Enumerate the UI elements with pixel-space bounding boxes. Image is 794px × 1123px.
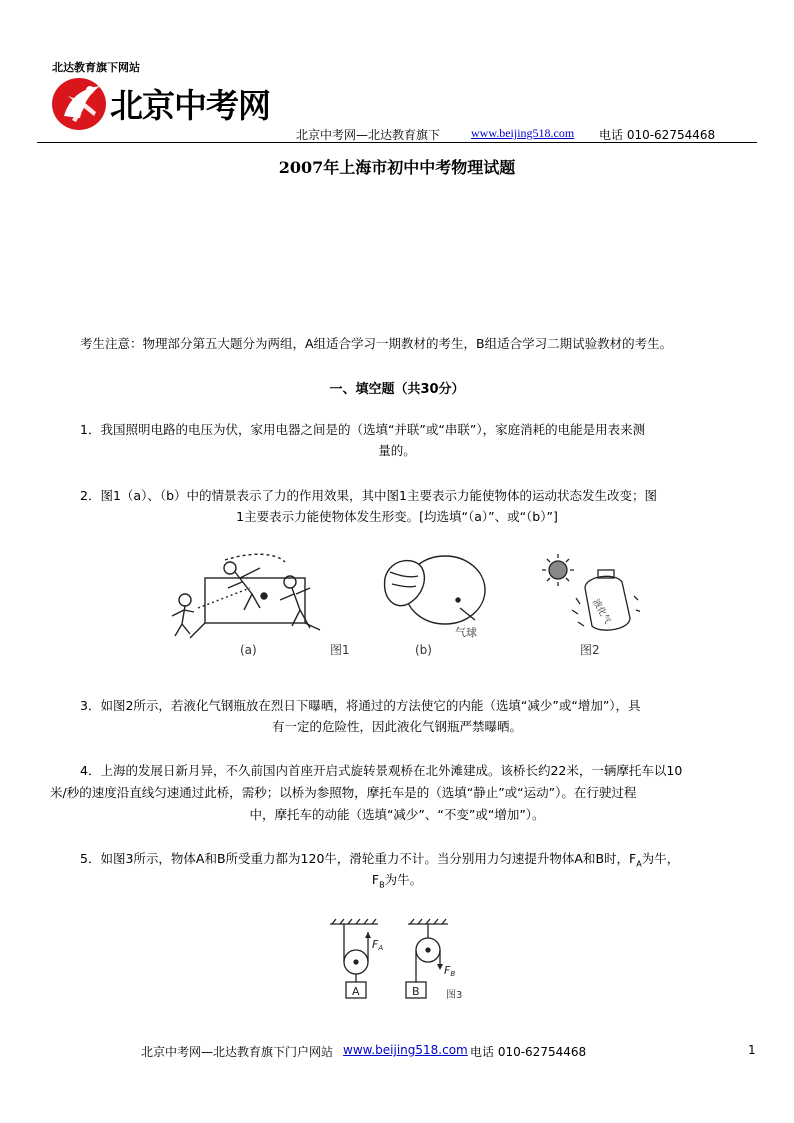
figure-2-caption: 图2 <box>580 643 600 657</box>
question-5-text: 5．如图3所示，物体A和B所受重力都为120牛，滑轮重力不计。当分别用力匀速提升物体A和B时， <box>80 851 630 866</box>
figure-1-caption: 图1 <box>330 643 350 657</box>
page-title: 2007年上海市初中中考物理试题 <box>278 158 516 177</box>
block-a-label: A <box>352 985 360 998</box>
section-heading: 一、填空题（共30分） <box>329 382 465 397</box>
question-2-line-2: 1主要表示力能使物体发生形变。[均选填“（a）”、或“（b）”] <box>236 509 558 524</box>
question-3-line-2: 有一定的危险性，因此液化气钢瓶严禁曝晒。 <box>271 719 522 734</box>
block-b-label: B <box>412 985 420 998</box>
footer-url-link[interactable]: www.beijing518.com <box>343 1043 468 1057</box>
force-a-subscript: A <box>636 859 642 869</box>
force-a-label: FA <box>372 938 384 952</box>
header-site-text: 北京中考网—北达教育旗下 <box>296 128 441 142</box>
force-b-subscript: B <box>379 880 385 890</box>
force-b-label: FB <box>444 964 456 978</box>
balloon-label: 气球 <box>455 626 477 639</box>
force-a-symbol: F <box>629 851 637 866</box>
figure-2-illustration <box>542 554 640 630</box>
question-4-line-3: 中，摩托车的动能（选填“减少”、“不变”或“增加”）。 <box>249 807 545 822</box>
page-number: 1 <box>748 1043 756 1057</box>
figure-1-2 <box>160 548 640 664</box>
question-3-line-1: 3．如图2所示，若液化气钢瓶放在烈日下曝晒，将通过的方法使它的内能（选填“减少”或“增加”），具 <box>80 698 641 713</box>
tank-label: 液化气 <box>589 597 613 626</box>
figure-1a-illustration <box>172 554 320 638</box>
footer-phone: 电话 010-62754468 <box>470 1045 587 1059</box>
header-divider <box>37 142 757 143</box>
logo-text: 北京中考网 <box>110 86 270 125</box>
figure-1b-label: (b) <box>415 643 432 657</box>
question-2-line-1: 2．图1（a）、（b）中的情景表示了力的作用效果，其中图1主要表示力能使物体的运动状态发生改变；图 <box>80 488 657 503</box>
header-phone: 电话 010-62754468 <box>599 128 716 142</box>
figure-3-caption: 图3 <box>446 990 463 1001</box>
question-1-line-1: 1．我国照明电路的电压为伏，家用电器之间是的（选填“并联”或“串联”），家庭消耗的电能是用表来测 <box>80 422 646 437</box>
figure-1b-illustration <box>385 556 485 624</box>
footer-site-text: 北京中考网—北达教育旗下门户网站 <box>141 1045 334 1059</box>
figure-3-pulleys <box>320 918 480 1008</box>
notice-text: 考生注意：物理部分第五大题分为两组，A组适合学习一期教材的考生，B组适合学习二期试验教材的考生。 <box>80 336 673 351</box>
force-b-tail: 为牛。 <box>384 872 423 887</box>
force-a-tail: 为牛， <box>641 851 680 866</box>
figure-1a-label: (a) <box>240 643 257 657</box>
header-tagline: 北达教育旗下网站 <box>52 61 140 74</box>
question-5-line-2 <box>0 869 794 896</box>
question-4-line-1: 4．上海的发展日新月异，不久前国内首座开启式旋转景观桥在北外滩建成。该桥长约22米，一辆摩托车以10 <box>80 763 683 778</box>
question-4-line-2: 米/秒的速度沿直线匀速通过此桥，需秒；以桥为参照物，摩托车是的（选填“静止”或“运动”）。在行驶过程 <box>50 785 637 800</box>
question-1-line-2: 量的。 <box>378 443 416 458</box>
header-url-link[interactable]: www.beijing518.com <box>471 126 575 140</box>
force-b-symbol: F <box>371 872 380 887</box>
